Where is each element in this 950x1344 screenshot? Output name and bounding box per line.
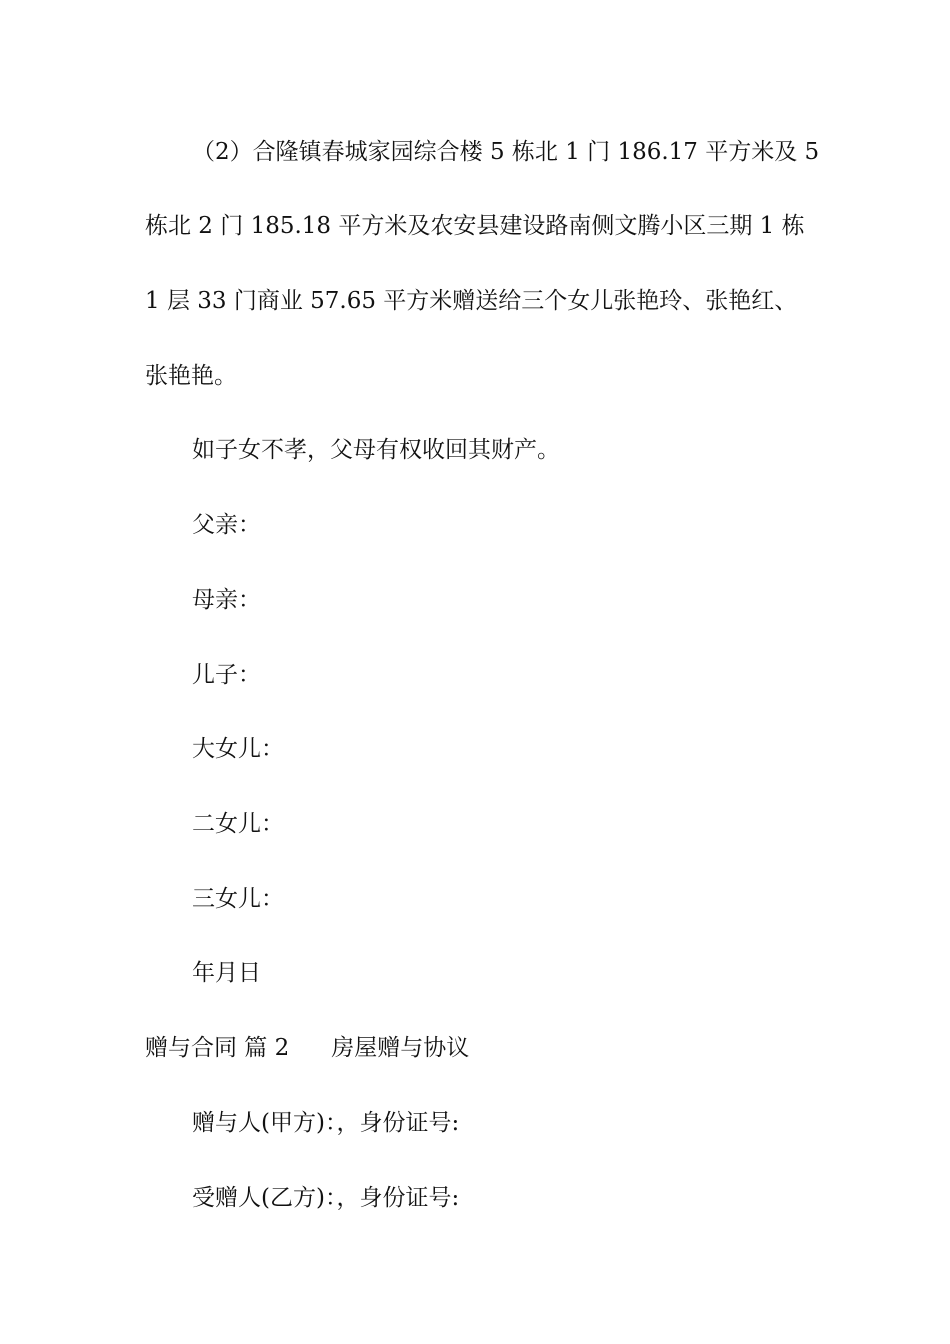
donee-party-line: 受赠人(乙方)：，身份证号: [192, 1185, 460, 1211]
section-2-label: 赠与合同 篇 2 [145, 1035, 290, 1061]
revoke-clause: 如子女不孝，父母有权收回其财产。 [192, 437, 560, 463]
section-2-heading [145, 1033, 825, 1063]
signature-father: 父亲： [192, 512, 261, 538]
property-paragraph-line-3: 1 层 33 门商业 57.65 平方米赠送给三个女儿张艳玲、张艳红、 [145, 288, 798, 314]
donor-party-line: 赠与人(甲方)：，身份证号: [192, 1110, 460, 1136]
property-paragraph-line-1: （2）合隆镇春城家园综合楼 5 栋北 1 门 186.17 平方米及 5 [192, 139, 820, 165]
signature-second-daughter: 二女儿： [192, 811, 284, 837]
property-paragraph-line-2: 栋北 2 门 185.18 平方米及农安县建设路南侧文腾小区三期 1 栋 [145, 213, 805, 239]
signature-eldest-daughter: 大女儿： [192, 736, 284, 762]
signature-third-daughter: 三女儿： [192, 886, 284, 912]
section-2-title: 房屋赠与协议 [331, 1035, 470, 1061]
signature-son: 儿子： [192, 662, 261, 688]
date-line: 年月日 [192, 960, 261, 986]
property-paragraph-line-4: 张艳艳。 [145, 363, 237, 389]
signature-mother: 母亲： [192, 587, 261, 613]
